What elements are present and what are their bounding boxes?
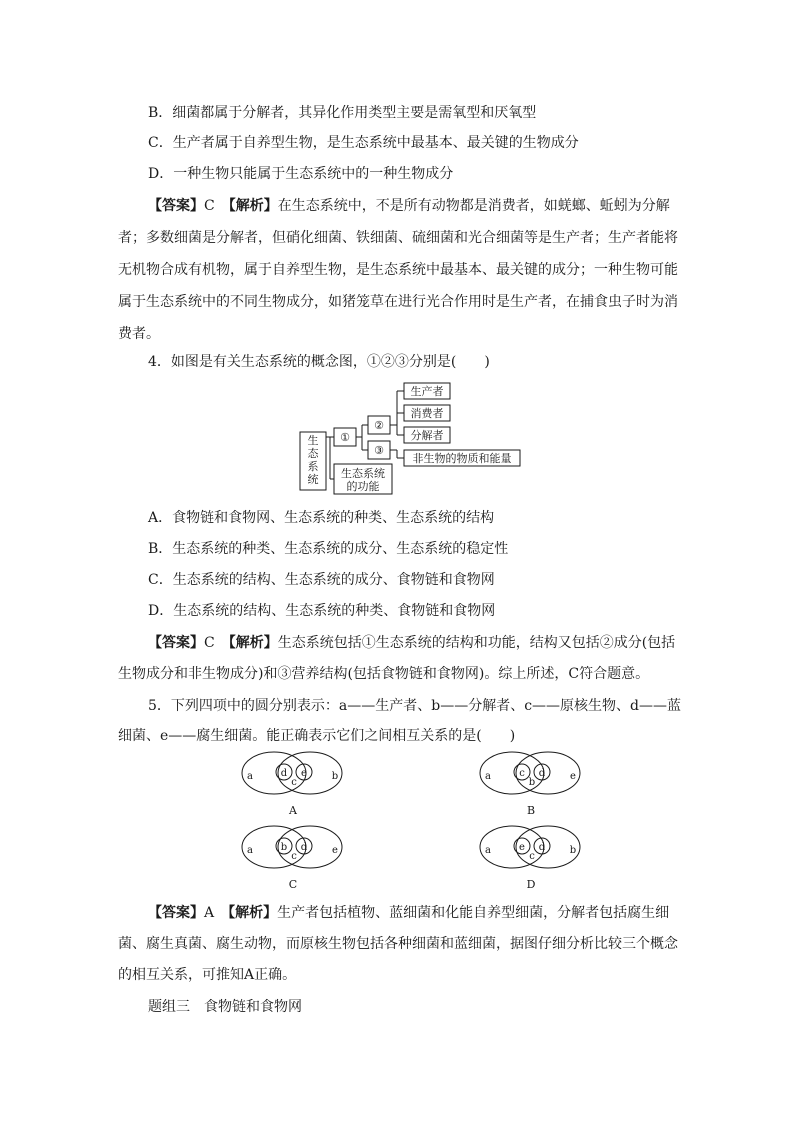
venn-label: b xyxy=(569,845,577,856)
node-2-label: ② xyxy=(374,419,384,432)
q3-analysis-line: 者；多数细菌是分解者，但硝化细菌、铁细菌、硫细菌和光合细菌等是生产者；生产者能将 xyxy=(118,230,678,246)
answer-tag: 【答案】 xyxy=(148,635,204,651)
analysis-text: 生产者包括植物、蓝细菌和化能自养型细菌，分解者包括腐生细 xyxy=(277,905,670,921)
q5-stem-line: 5．下列四项中的圆分别表示：a——生产者、b——分解者、c——原核生物、d——蓝 xyxy=(148,698,682,714)
analysis-tag: 【解析】 xyxy=(228,635,278,651)
q4-option-d: D．生态系统的结构、生态系统的种类、食物链和食物网 xyxy=(148,603,496,619)
venn-label: e xyxy=(301,768,307,779)
answer-value: C xyxy=(204,198,215,214)
venn-label: a xyxy=(247,845,253,856)
venn-label: c xyxy=(529,851,535,862)
q4-option-c: C．生态系统的结构、生态系统的成分、食物链和食物网 xyxy=(148,572,495,588)
venn-label: c xyxy=(291,777,297,788)
venn-option-d xyxy=(476,824,586,896)
venn-label: d xyxy=(300,842,308,853)
analysis-tag: 【解析】 xyxy=(228,905,278,921)
venn-label: e xyxy=(519,842,525,853)
function-label-line1: 生态系统 xyxy=(341,467,385,480)
q4-stem: 4．如图是有关生态系统的概念图，①②③分别是( ) xyxy=(148,354,490,370)
venn-label: a xyxy=(485,771,491,782)
q3-answer-line xyxy=(148,196,670,216)
concept-map-diagram xyxy=(296,380,526,498)
q3-analysis-line: 费者。 xyxy=(118,326,160,342)
venn-option-a xyxy=(238,750,348,822)
q4-analysis-line: 生物成分和非生物成分)和③营养结构(包括食物链和食物网)。综上所述，C符合题意。 xyxy=(118,666,650,682)
q4-option-b: B．生态系统的种类、生态系统的成分、生态系统的稳定性 xyxy=(148,541,509,557)
q4-option-a: A．食物链和食物网、生态系统的种类、生态系统的结构 xyxy=(148,510,495,526)
venn-label: b xyxy=(528,777,536,788)
venn-caption: A xyxy=(289,804,297,817)
root-char: 系 xyxy=(307,460,319,473)
root-char: 生 xyxy=(307,434,319,447)
venn-label: e xyxy=(332,845,338,856)
venn-label: d xyxy=(538,768,546,779)
q3-option-c: C．生产者属于自养型生物，是生态系统中最基本、最关键的生物成分 xyxy=(148,135,579,151)
node-3-label: ③ xyxy=(374,444,384,457)
answer-tag: 【答案】 xyxy=(148,905,204,921)
venn-label: b xyxy=(331,771,339,782)
answer-value: C xyxy=(204,635,215,651)
answer-value: A xyxy=(204,905,215,921)
node-1-label: ① xyxy=(340,431,350,444)
answer-tag: 【答案】 xyxy=(148,198,204,214)
venn-caption: D xyxy=(526,878,536,891)
venn-option-c xyxy=(238,824,348,896)
venn-label: e xyxy=(570,771,576,782)
decomposer-label: 分解者 xyxy=(410,429,444,442)
root-char: 态 xyxy=(307,447,319,460)
analysis-tag: 【解析】 xyxy=(228,198,278,214)
venn-label: c xyxy=(291,851,297,862)
consumer-label: 消费者 xyxy=(410,407,444,420)
venn-caption: C xyxy=(288,878,298,891)
abiotic-label: 非生物的物质和能量 xyxy=(412,452,512,465)
venn-option-b xyxy=(476,750,586,822)
q3-option-d: D．一种生物只能属于生态系统中的一种生物成分 xyxy=(148,166,454,182)
analysis-text: 在生态系统中，不是所有动物都是消费者，如蜣螂、蚯蚓为分解 xyxy=(277,198,670,214)
function-label-line2: 的功能 xyxy=(346,480,380,493)
venn-label: d xyxy=(280,768,288,779)
section-title: 题组三 食物链和食物网 xyxy=(148,999,302,1015)
q3-analysis-line: 无机物合成有机物，属于自养型生物，是生态系统中最基本、最关键的成分；一种生物可能 xyxy=(118,262,678,278)
venn-caption: B xyxy=(526,804,536,817)
q5-analysis-line: 菌、腐生真菌、腐生动物，而原核生物包括各种细菌和蓝细菌，据图仔细分析比较三个概念 xyxy=(118,936,678,952)
producer-label: 生产者 xyxy=(410,385,444,398)
venn-label: a xyxy=(247,771,253,782)
q5-stem-line: 细菌、e——腐生细菌。能正确表示它们之间相互关系的是( ) xyxy=(118,728,516,744)
venn-label: a xyxy=(485,845,491,856)
q4-answer-line xyxy=(148,633,675,653)
q3-analysis-line: 属于生态系统中的不同生物成分，如猪笼草在进行光合作用时是生产者，在捕食虫子时为消 xyxy=(118,294,678,310)
q5-analysis-line: 的相互关系，可推知A正确。 xyxy=(118,967,297,983)
q5-answer-line xyxy=(148,903,669,923)
analysis-text: 生态系统包括①生态系统的结构和功能，结构又包括②成分(包括 xyxy=(277,635,676,651)
q3-option-b: B．细菌都属于分解者，其异化作用类型主要是需氧型和厌氧型 xyxy=(148,105,537,121)
venn-label: b xyxy=(280,842,288,853)
venn-label: d xyxy=(538,842,546,853)
venn-label: c xyxy=(519,768,525,779)
root-char: 统 xyxy=(307,473,319,486)
